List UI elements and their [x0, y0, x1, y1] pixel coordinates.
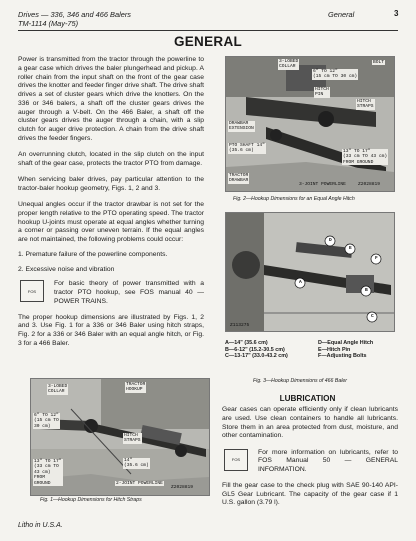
fos-note [222, 449, 398, 475]
figure-marker: D [329, 238, 332, 243]
footer-litho: Litho in U.S.A. [18, 522, 63, 529]
legend-item: B—6-12" (15.2-30.5 cm) [225, 346, 285, 353]
figure-2-caption: Fig. 2—Hookup Dimensions for an Equal Angle Hitch [233, 196, 355, 202]
figure-label: 3-JOINT POWERLINE [299, 182, 346, 187]
figure-label: PTO SHAFT 14" (35.6 cm) [229, 143, 265, 154]
legend-item: A—14" (35.6 cm) [225, 340, 268, 346]
header-rule [18, 30, 398, 31]
figure-label: BOLT [373, 60, 385, 65]
figure-3-caption: Fig. 3—Hookup Dimensions of 466 Baler [253, 378, 347, 384]
header-title: Drives — 336, 346 and 466 Balers [18, 10, 131, 19]
right-column-text [222, 406, 398, 516]
page-number: 3 [394, 9, 399, 18]
figure-marker: F [375, 256, 378, 261]
figure-1-photo [30, 378, 210, 496]
baler-466-hookup-photo [226, 213, 394, 331]
figure-1-caption: Fig. 1—Hookup Dimensions for Hitch Straps [40, 497, 142, 503]
figure-label: HITCH STRAPS [357, 99, 374, 110]
figure-marker: A [299, 280, 302, 285]
running-header [18, 10, 131, 28]
figure-label: 13" TO 17" (33 cm TO 43 cm) FROM GROUND [34, 459, 62, 486]
figure-label: 6" TO 12" (15 cm TO 30 cm) [313, 69, 358, 80]
paragraph-power: Power is transmitted from the tractor through the powerline to a gear case which drives the baler plungerhead and pickup. A roller chain from the input shaft on the front of the gear case drives the knotter and feeder finger drive shaft. The drive shaft drives a set of cluster gears which drive the knotters. On the 336 or 346 balers, a shaft off the cluster gears drives the auger through a V-belt. On the 466 Baler, a shaft off the cluster gears drives the auger through a chain, with a slip clutch for auger drive protection. A chain from the drive shaft drives the feeder fingers. [18, 56, 204, 142]
figure-3-photo [225, 212, 395, 332]
paragraph-servicing: When servicing baler drives, pay particular attention to the tractor-baler hookup geometry, Figs. 1, 2 and 3. [18, 176, 204, 192]
paragraph-clutch: An overrunning clutch, located in the slip clutch on the input shaft of the gear case, protects the tractor PTO from damage. [18, 151, 204, 167]
paragraph-fill-gear-case: Fill the gear case to the check plug with SAE 90-140 API-GL5 Gear Lubricant. The capacity of the gear case if 1 U.S. gallon (3.79 l). [222, 481, 398, 507]
paragraph-hookup-dimensions: The proper hookup dimensions are illustrated by Figs. 1, 2 and 3. Use Fig. 1 for a 336 or 346 Baler using hitch straps, Fig. 2 for a 336 or 346 Baler with an equal angle hitch, or Fig. 3 for a 466 Baler. [18, 313, 204, 347]
figure-marker: B [365, 288, 368, 293]
figure-label: 3-LOBED COLLAR [279, 59, 299, 70]
legend-item: F—Adjusting Bolts [318, 353, 367, 360]
figure-3-legend [318, 340, 373, 360]
figure-label: HITCH STRAPS [124, 433, 141, 444]
figure-label: 6" TO 12" (15 cm TO 30 cm) [34, 413, 59, 429]
legend-item: E—Hitch Pin [318, 346, 351, 353]
figure-marker: C [371, 314, 374, 319]
figure-label: 14" (35.6 cm) [124, 458, 149, 469]
book-reference-icon: FOS [20, 280, 44, 302]
figure-2-photo [225, 56, 395, 192]
manual-number: TM-1114 (May-75) [18, 19, 79, 28]
figure-label: HITCH PIN [315, 87, 329, 98]
figure-label: TRACTOR HOOKUP [126, 382, 146, 393]
note-text: For more information on lubricants, refer to FOS Manual 50 — GENERAL INFORMATION. [258, 448, 398, 473]
list-item: 2. Excessive noise and vibration [18, 265, 115, 273]
figure-label: 13" TO 17" (33 cm TO 43 cm) FROM GROUND [343, 149, 388, 165]
figure-reference-number: Z113275 [230, 323, 250, 328]
legend-item: C—13-17" (33.0-43.2 cm) [225, 353, 288, 360]
figure-label: 2-JOINT POWERLINE [116, 481, 163, 486]
figure-3-legend [225, 340, 288, 360]
fos-note [18, 280, 204, 306]
figure-reference-number: Z2028819 [358, 182, 381, 187]
list-item: 1. Premature failure of the powerline components. [18, 250, 168, 258]
figure-marker: E [349, 246, 352, 251]
paragraph-lubricants: Gear cases can operate efficiently only if clean lubricants are used. Use clean containers to handle all lubricants. Store them in an area protected from dust, moisture, and other contamination. [222, 406, 398, 440]
book-reference-icon: FOS [224, 449, 248, 471]
note-text: For basic theory of power transmitted with a tractor PTO hookup, see FOS manual 40 — POWER TRAINS. [54, 280, 204, 305]
figure-reference-number: Z2028819 [171, 485, 194, 490]
left-column-text [18, 56, 204, 356]
figure-label: TRACTOR DRAWBAR [229, 173, 249, 184]
figure-label: DRAWBAR EXTENSION [229, 121, 254, 132]
legend-item: D—Equal Angle Hitch [318, 340, 374, 346]
section-heading-lubrication: LUBRICATION [279, 394, 336, 403]
paragraph-unequal-angles: Unequal angles occur if the tractor drawbar is not set for the proper length relative to the PTO operating speed. The tractor hookup U-joints must operate at equal angles whether turning a corner or passing over uneven terrain. If the equal angles are not maintained, the following problems could occur: [18, 201, 204, 243]
page-title: GENERAL [173, 34, 243, 49]
figure-label: 3-LOBED COLLAR [48, 384, 68, 395]
section-name: General [328, 10, 355, 19]
